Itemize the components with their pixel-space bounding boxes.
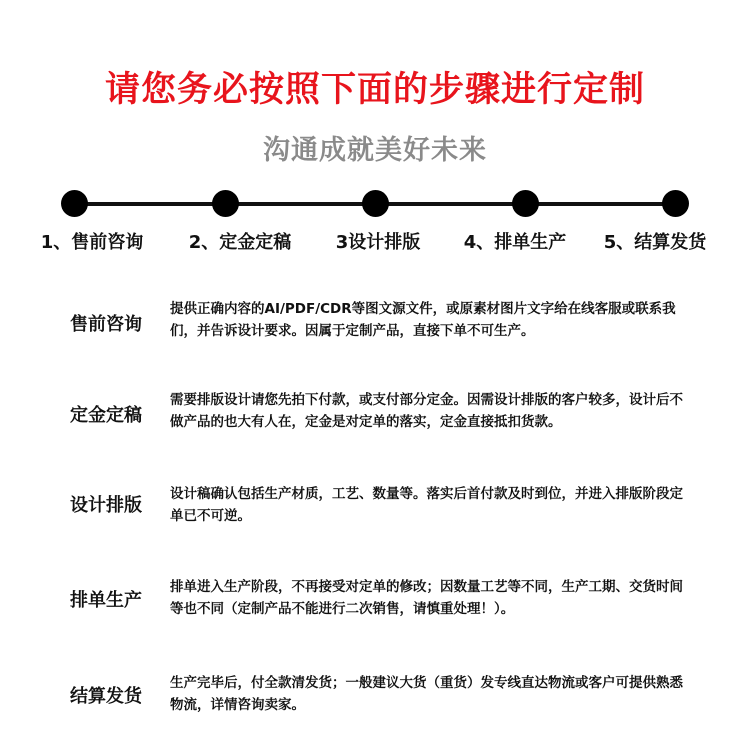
step-label: 2、定金定稿 (188, 232, 292, 253)
step-label: 3设计排版 (335, 232, 421, 253)
section-text: 设计稿确认包括生产材质，工艺、数量等。落实后首付款及时到位，并进入排版阶段定单已不可逆。 (170, 486, 683, 524)
section-text: 提供正确内容的AI/PDF/CDR等图文源文件，或原素材图片文字给在线客服或联系我们，并告诉设计要求。因属于定制产品，直接下单不可生产。 (170, 301, 676, 339)
section-text: 需要排版设计请您先拍下付款，或支付部分定金。因需设计排版的客户较多，设计后不做产品的也大有人在，定金是对定单的落实，定金直接抵扣货款。 (170, 392, 683, 430)
section-text: 排单进入生产阶段，不再接受对定单的修改；因数量工艺等不同，生产工期、交货时间等也不同（定制产品不能进行二次销售，请慎重处理！）。 (170, 579, 683, 617)
section-text: 生产完毕后，付全款清发货；一般建议大货（重货）发专线直达物流或客户可提供熟悉物流，详情咨询卖家。 (170, 675, 683, 713)
page-subtitle: 沟通成就美好未来 (263, 135, 487, 166)
section-label: 售前咨询 (70, 314, 142, 335)
timeline-dot (662, 190, 689, 217)
step-label: 1、售前咨询 (40, 232, 144, 253)
timeline-dot (512, 190, 539, 217)
section-label: 排单生产 (70, 590, 142, 611)
step-label: 4、排单生产 (463, 232, 567, 253)
timeline-dot (61, 190, 88, 217)
page-title: 请您务必按照下面的步骤进行定制 (104, 70, 645, 110)
step-label: 5、结算发货 (603, 232, 707, 253)
timeline-dot (362, 190, 389, 217)
section-label: 定金定稿 (70, 405, 142, 426)
section-label: 设计排版 (70, 495, 142, 516)
timeline-dot (212, 190, 239, 217)
section-label: 结算发货 (70, 686, 142, 707)
